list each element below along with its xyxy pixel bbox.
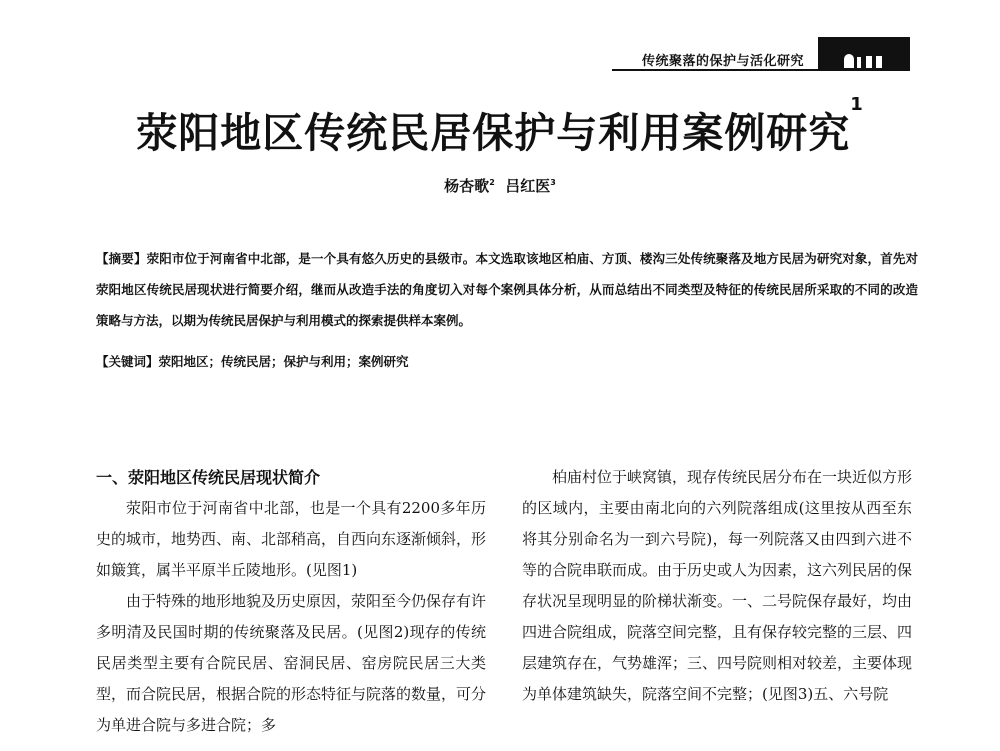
title-text: 荥阳地区传统民居保护与利用案例研究 — [136, 109, 851, 157]
right-column — [522, 462, 912, 710]
author-footnote: 2 — [489, 178, 495, 187]
body-paragraph: 由于特殊的地形地貌及历史原因，荥阳至今仍保存有许多明清及民国时期的传统聚落及民居。(见图2)现存的传统民居类型主要有合院民居、窑洞民居、窑房院民居三大类型，而合院民居，根据合院的形态特征与院落的数量，可分为单进合院与多进合院；多 — [96, 592, 487, 734]
authors — [0, 175, 1000, 196]
abstract: 【摘要】荥阳市位于河南省中北部，是一个具有悠久历史的县级市。本文选取该地区柏庙、方顶、楼沟三处传统聚落及地方民居为研究对象，首先对荥阳地区传统民居现状进行简要介绍，继而从改造手法的角度切入对每个案例具体分析，从而总结出不同类型及特征的传统民居所采取的不同的改造策略与方法，以期为传统民居保护与利用模式的探索提供样本案例。 — [96, 251, 918, 328]
title-footnote: 1 — [850, 94, 864, 115]
author-name: 吕红医 — [505, 177, 551, 195]
building-logo-icon — [844, 52, 896, 68]
body-paragraph: 柏庙村位于峡窝镇，现存传统民居分布在一块近似方形的区域内，主要由南北向的六列院落组成(这里按从西至东将其分别命名为一到六号院)，每一列院落又由四到六进不等的合院串联而成。由于历史或人为因素，这六列民居的保存状况呈现明显的阶梯状渐变。一、二号院保存最好，均由四进合院组成，院落空间完整，且有保存较完整的三层、四层建筑存在，气势雄浑；三、四号院则相对较差，主要体现为单体建筑缺失，院落空间不完整；(见图3)五、六号院 — [522, 468, 913, 703]
keywords: 【关键词】荥阳地区；传统民居；保护与利用；案例研究 — [96, 354, 409, 369]
running-header-label: 传统聚落的保护与活化研究 — [642, 54, 805, 69]
body-paragraph: 荥阳市位于河南省中北部，也是一个具有2200多年历史的城市，地势西、南、北部稍高，自西向东逐渐倾斜，形如簸箕，属半平原半丘陵地形。(见图1) — [96, 499, 487, 579]
paper-title — [0, 94, 1000, 159]
left-column — [96, 462, 486, 741]
section-heading: 一、荥阳地区传统民居现状简介 — [96, 468, 321, 487]
author-footnote: 3 — [550, 178, 556, 187]
author-name: 杨杏歌 — [444, 177, 490, 195]
